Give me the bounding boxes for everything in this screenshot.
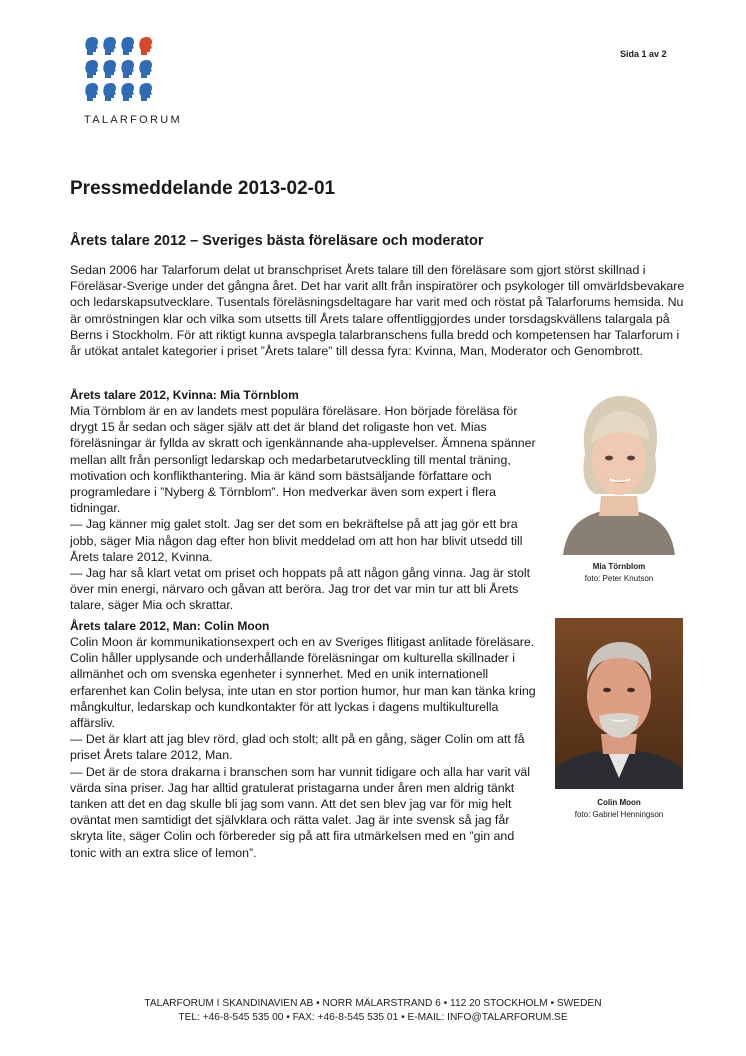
page-number: Sida 1 av 2 [620, 49, 667, 59]
head-icon [120, 82, 135, 102]
section-quote: — Jag har så klart vetat om priset och hoppats på att någon gång vinna. Jag är stolt över min energi, närvaro och gåvan att beröra. Jag tror det var min tur att bli Årets talare, säger Mia och skrattar. [70, 566, 531, 613]
head-icon [120, 59, 135, 79]
section-paragraph: Mia Törnblom är en av landets mest populära föreläsare. Hon började föreläsa för drygt 15 år sedan och säger själv att det är bland det roligaste hon vet. Mias föreläsningar är fyllda av skratt och igenkännande aha-upplevelser. Ämnena spänner mellan allt från personligt ledarskap och medarbetarutveckling till mental träning, motivation och konflikthantering. Mia är känd som bästsäljande författare och programledare i ”Nyberg & Törnblom”. Hon medverkar även som expert i flera tidningar. [70, 404, 536, 516]
portrait-photo-colin [555, 618, 683, 789]
section-kvinna [70, 387, 540, 614]
section-heading: Årets talare 2012, Kvinna: Mia Törnblom [70, 388, 299, 402]
main-heading: Årets talare 2012 – Sveriges bästa föreläsare och moderator [70, 233, 484, 249]
head-icon [84, 36, 99, 56]
head-icon [138, 82, 153, 102]
footer-address: TALARFORUM I SKANDINAVIEN AB • NORR MÄLARSTRAND 6 • 112 20 STOCKHOLM • SWEDEN [144, 998, 602, 1009]
caption-credit: foto: Gabriel Henningson [574, 810, 664, 819]
footer-contact: TEL: +46-8-545 535 00 • FAX: +46-8-545 535 01 • E-MAIL: INFO@TALARFORUM.SE [178, 1012, 568, 1023]
section-paragraph: Colin Moon är kommunikationsexpert och en av Sveriges flitigast anlitade föreläsare. Colin håller upplysande och underhållande föreläsningar om kulturella skillnader i allmänhet och om svenska egenheter i synnerhet. Med en unik internationell erfarenhet kan Colin belysa, inte utan en stor portion humor, hur man kan tänka kring mångkultur, ledarskap och kundkontakter för att lyckas i dagens multikulturella affärsliv. [70, 635, 536, 731]
head-icon [102, 82, 117, 102]
head-icon [84, 59, 99, 79]
head-icon [102, 59, 117, 79]
photo-caption-colin [539, 797, 699, 821]
talarforum-logo [84, 36, 182, 126]
section-quote: — Jag känner mig galet stolt. Jag ser det som en bekräftelse på att jag gör ett bra jobb, säger Mia någon dag efter hon blivit meddelad om att hon har blivit utsedd till Årets talare 2012, Kvinna. [70, 517, 523, 564]
logo-wordmark: TALARFORUM [84, 114, 182, 126]
head-icon [138, 36, 153, 56]
caption-name: Colin Moon [597, 798, 641, 807]
head-icon [102, 36, 117, 56]
portrait-image [555, 618, 683, 789]
head-icon [120, 36, 135, 56]
photo-caption-mia [539, 561, 699, 585]
portrait-photo-mia [555, 384, 683, 555]
caption-name: Mia Törnblom [592, 562, 646, 571]
footer [0, 997, 746, 1025]
section-quote: — Det är klart att jag blev rörd, glad och stolt; allt på en gång, säger Colin om att få priset Årets talare 2012, Man. [70, 732, 525, 763]
section-man [70, 618, 540, 861]
press-release-title: Pressmeddelande 2013-02-01 [70, 178, 336, 199]
portrait-image [555, 384, 683, 555]
section-heading: Årets talare 2012, Man: Colin Moon [70, 619, 270, 633]
logo-head-grid [84, 36, 174, 102]
caption-credit: foto: Peter Knutson [584, 574, 654, 583]
section-quote: — Det är de stora drakarna i branschen som har vunnit tidigare och alla har varit väl värda sina priser. Jag har alltid gratulerat pristagarna under åren men aldrig tänkt tanken att det en dag skulle bli jag som vann. Att det sen blev jag var för mig helt oväntat men samtidigt det självklara och rätta valet. Jag är inte svensk så jag får skryta lite, säger Colin och förbereder sig på att fira utmärkelsen med en ”gin and tonic with an extra slice of lemon”. [70, 764, 531, 860]
head-icon [138, 59, 153, 79]
head-icon [84, 82, 99, 102]
intro-paragraph: Sedan 2006 har Talarforum delat ut branschpriset Årets talare till den föreläsare som gjort störst skillnad i Föreläsar-Sverige under det gångna året. Det har varit allt från inspiratörer och psykologer till omvärldsbevakare och ledarskapsutvecklare. Tusentals föreläsningsdeltagare har varit med och röstat på Talarforums hemsida. Nu är omröstningen klar och vilka som utsetts till Årets talare offentliggjordes under torsdagskvällens talargala på Berns i Stockholm. För att riktigt kunna avspegla talarbranschens fulla bredd och kompetensen har Talarforum i år utökat antalet kategorier i priset ”Årets talare” till dessa fyra: Kvinna, Man, Moderator och Genombrott. [70, 263, 685, 359]
